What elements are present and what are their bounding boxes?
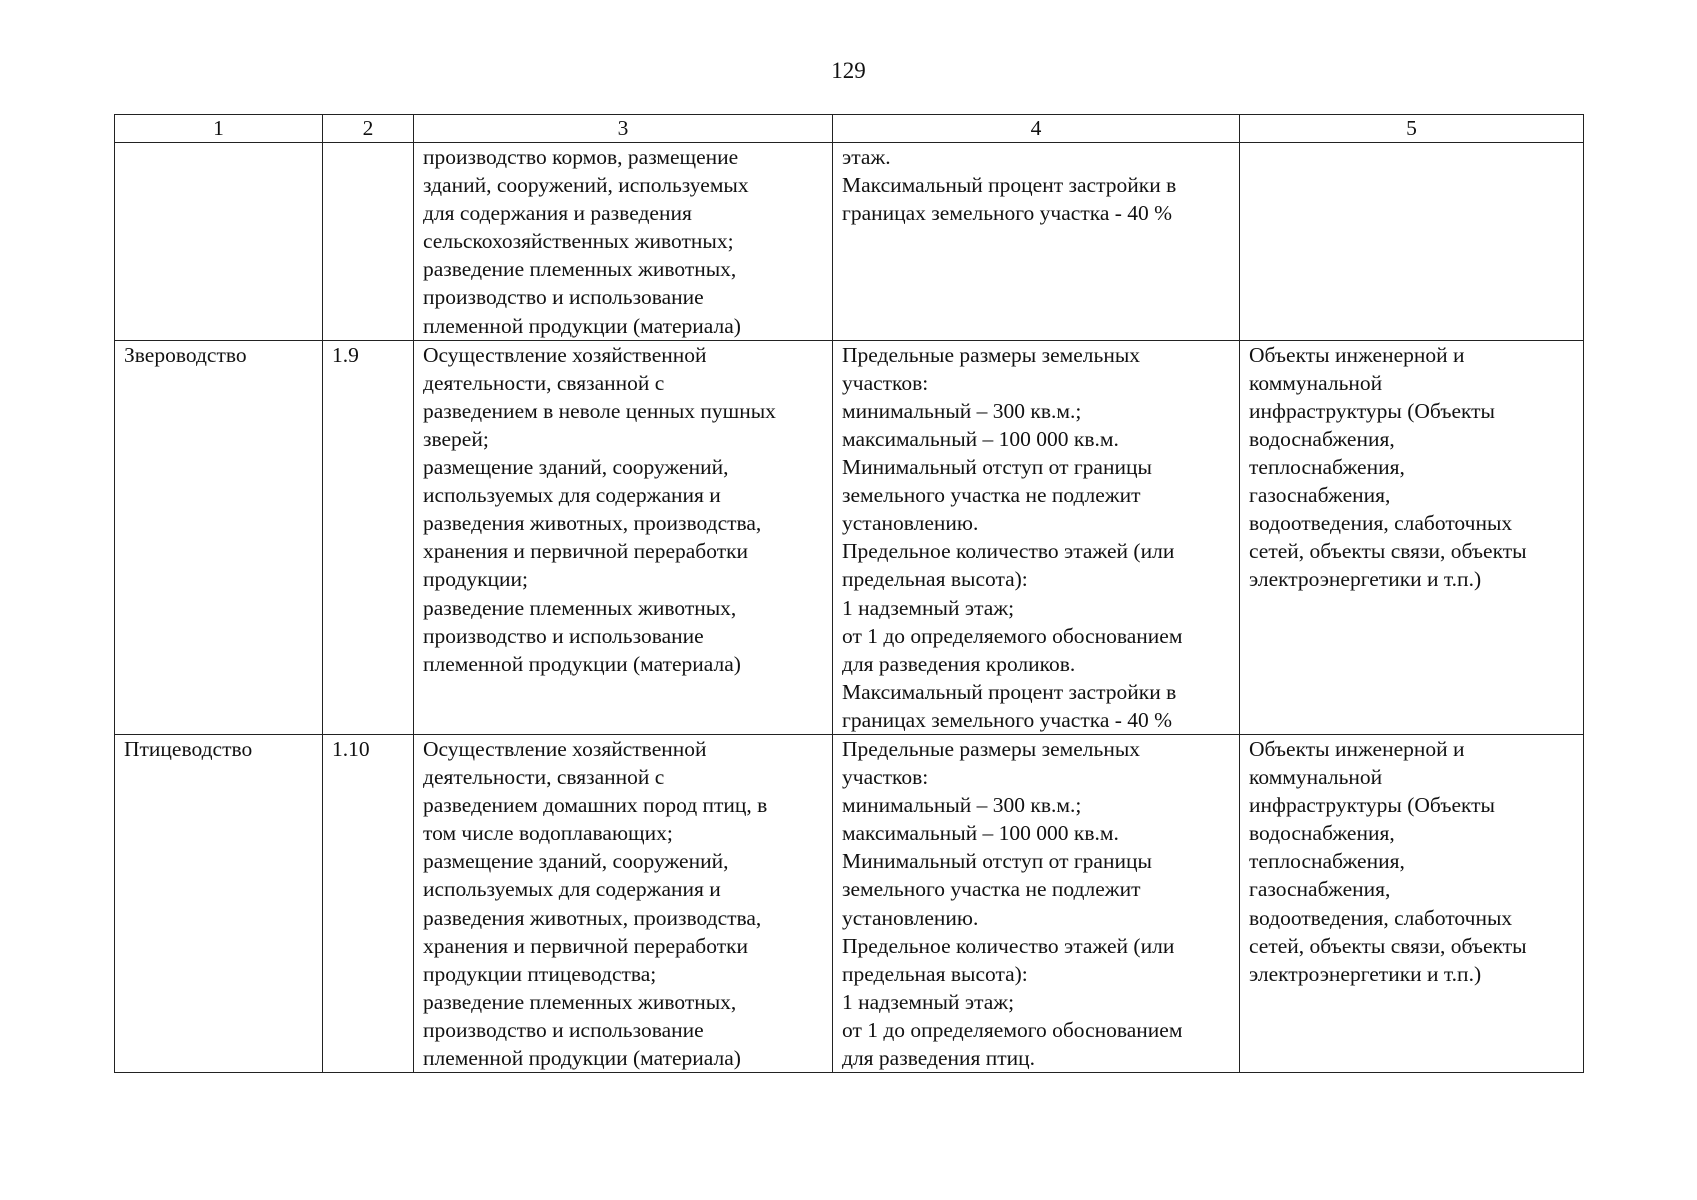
text-line: зданий, сооружений, используемых: [423, 173, 749, 198]
text-line: участков:: [842, 765, 929, 790]
text-line: максимальный – 100 000 кв.м.: [842, 426, 1119, 451]
parameters-cell: [833, 734, 1240, 1072]
text-line: от 1 до определяемого обоснованием: [842, 623, 1183, 648]
text-line: для разведения кроликов.: [842, 651, 1076, 676]
text-line: этаж.: [842, 145, 891, 169]
text-line: инфраструктуры (Объекты: [1249, 398, 1496, 423]
text-line: водоснабжения,: [1249, 426, 1395, 451]
text-line: газоснабжения,: [1249, 877, 1391, 902]
text-line: коммунальной: [1249, 370, 1383, 395]
text-line: минимальный – 300 кв.м.;: [842, 793, 1082, 818]
text-line: Предельные размеры земельных: [842, 736, 1141, 761]
text-line: производство и использование: [423, 1017, 704, 1042]
table-body: [115, 143, 1584, 1073]
table-header-row: [115, 115, 1584, 143]
text-line: том числе водоплавающих;: [423, 821, 673, 846]
text-line: газоснабжения,: [1249, 483, 1391, 508]
use-name-cell: [115, 143, 323, 341]
text-line: водоотведения, слаботочных: [1249, 905, 1513, 930]
text-line: племенной продукции (материала): [423, 313, 741, 338]
use-description-cell: [414, 340, 833, 734]
text-line: предельная высота):: [842, 567, 1028, 592]
land-use-table: [114, 114, 1584, 1073]
text-line: племенной продукции (материала): [423, 1046, 741, 1070]
text-line: установлению.: [842, 905, 979, 930]
text-line: земельного участка не подлежит: [842, 877, 1141, 902]
text-line: 1 надземный этаж;: [842, 989, 1015, 1014]
text-line: производство и использование: [423, 623, 704, 648]
text-line: Предельные размеры земельных: [842, 342, 1141, 367]
text-line: коммунальной: [1249, 765, 1383, 790]
text-line: производство кормов, размещение: [423, 145, 739, 169]
text-line: продукции птицеводства;: [423, 961, 657, 986]
text-line: размещение зданий, сооружений,: [423, 455, 729, 480]
text-line: разведение племенных животных,: [423, 257, 737, 282]
text-line: используемых для содержания и: [423, 877, 721, 902]
infrastructure-cell: [1240, 734, 1584, 1072]
text-line: хранения и первичной переработки: [423, 933, 749, 958]
text-line: используемых для содержания и: [423, 483, 721, 508]
text-line: земельного участка не подлежит: [842, 483, 1141, 508]
text-line: разведение племенных животных,: [423, 595, 737, 620]
column-header-5: 5: [1240, 115, 1584, 143]
column-header-1: 1: [115, 115, 323, 143]
text-line: деятельности, связанной с: [423, 765, 665, 790]
use-code-cell: 1.9: [323, 340, 414, 734]
use-code-cell: 1.10: [323, 734, 414, 1072]
text-line: сетей, объекты связи, объекты: [1249, 933, 1527, 958]
text-line: теплоснабжения,: [1249, 849, 1405, 874]
text-line: Максимальный процент застройки в: [842, 173, 1177, 198]
text-line: сетей, объекты связи, объекты: [1249, 539, 1527, 564]
text-line: для содержания и разведения: [423, 201, 692, 226]
parameters-cell: [833, 143, 1240, 341]
text-line: водоотведения, слаботочных: [1249, 511, 1513, 536]
text-line: размещение зданий, сооружений,: [423, 849, 729, 874]
text-line: Осуществление хозяйственной: [423, 342, 707, 367]
text-line: зверей;: [423, 426, 489, 451]
text-line: максимальный – 100 000 кв.м.: [842, 821, 1119, 846]
text-line: предельная высота):: [842, 961, 1028, 986]
text-line: разведение племенных животных,: [423, 989, 737, 1014]
page-number: 129: [831, 58, 866, 83]
text-line: установлению.: [842, 511, 979, 536]
text-line: сельскохозяйственных животных;: [423, 229, 734, 254]
text-line: границах земельного участка - 40 %: [842, 201, 1173, 226]
infrastructure-cell: [1240, 143, 1584, 341]
text-line: племенной продукции (материала): [423, 651, 741, 676]
column-header-4: 4: [833, 115, 1240, 143]
text-line: разведением домашних пород птиц, в: [423, 793, 768, 818]
use-name-cell: Птицеводство: [115, 734, 323, 1072]
table-row: [115, 143, 1584, 341]
use-description-cell: [414, 143, 833, 341]
infrastructure-cell: [1240, 340, 1584, 734]
column-header-2: 2: [323, 115, 414, 143]
text-line: участков:: [842, 370, 929, 395]
text-line: деятельности, связанной с: [423, 370, 665, 395]
parameters-cell: [833, 340, 1240, 734]
text-line: Минимальный отступ от границы: [842, 849, 1152, 874]
text-line: Предельное количество этажей (или: [842, 933, 1175, 958]
text-line: Минимальный отступ от границы: [842, 455, 1152, 480]
table-row: [115, 734, 1584, 1072]
text-line: от 1 до определяемого обоснованием: [842, 1017, 1183, 1042]
text-line: электроэнергетики и т.п.): [1249, 567, 1482, 592]
text-line: разведением в неволе ценных пушных: [423, 398, 776, 423]
text-line: продукции;: [423, 567, 529, 592]
text-line: электроэнергетики и т.п.): [1249, 961, 1482, 986]
text-line: 1 надземный этаж;: [842, 595, 1015, 620]
table-row: [115, 340, 1584, 734]
use-name-cell: Звероводство: [115, 340, 323, 734]
text-line: водоснабжения,: [1249, 821, 1395, 846]
text-line: Объекты инженерной и: [1249, 736, 1465, 761]
text-line: для разведения птиц.: [842, 1046, 1036, 1070]
use-description-cell: [414, 734, 833, 1072]
text-line: Осуществление хозяйственной: [423, 736, 707, 761]
use-code-cell: [323, 143, 414, 341]
text-line: Объекты инженерной и: [1249, 342, 1465, 367]
text-line: разведения животных, производства,: [423, 511, 762, 536]
text-line: разведения животных, производства,: [423, 905, 762, 930]
text-line: Максимальный процент застройки в: [842, 679, 1177, 704]
text-line: производство и использование: [423, 285, 704, 310]
text-line: инфраструктуры (Объекты: [1249, 793, 1496, 818]
text-line: границах земельного участка - 40 %: [842, 707, 1173, 732]
text-line: хранения и первичной переработки: [423, 539, 749, 564]
text-line: минимальный – 300 кв.м.;: [842, 398, 1082, 423]
column-header-3: 3: [414, 115, 833, 143]
text-line: Предельное количество этажей (или: [842, 539, 1175, 564]
text-line: теплоснабжения,: [1249, 455, 1405, 480]
